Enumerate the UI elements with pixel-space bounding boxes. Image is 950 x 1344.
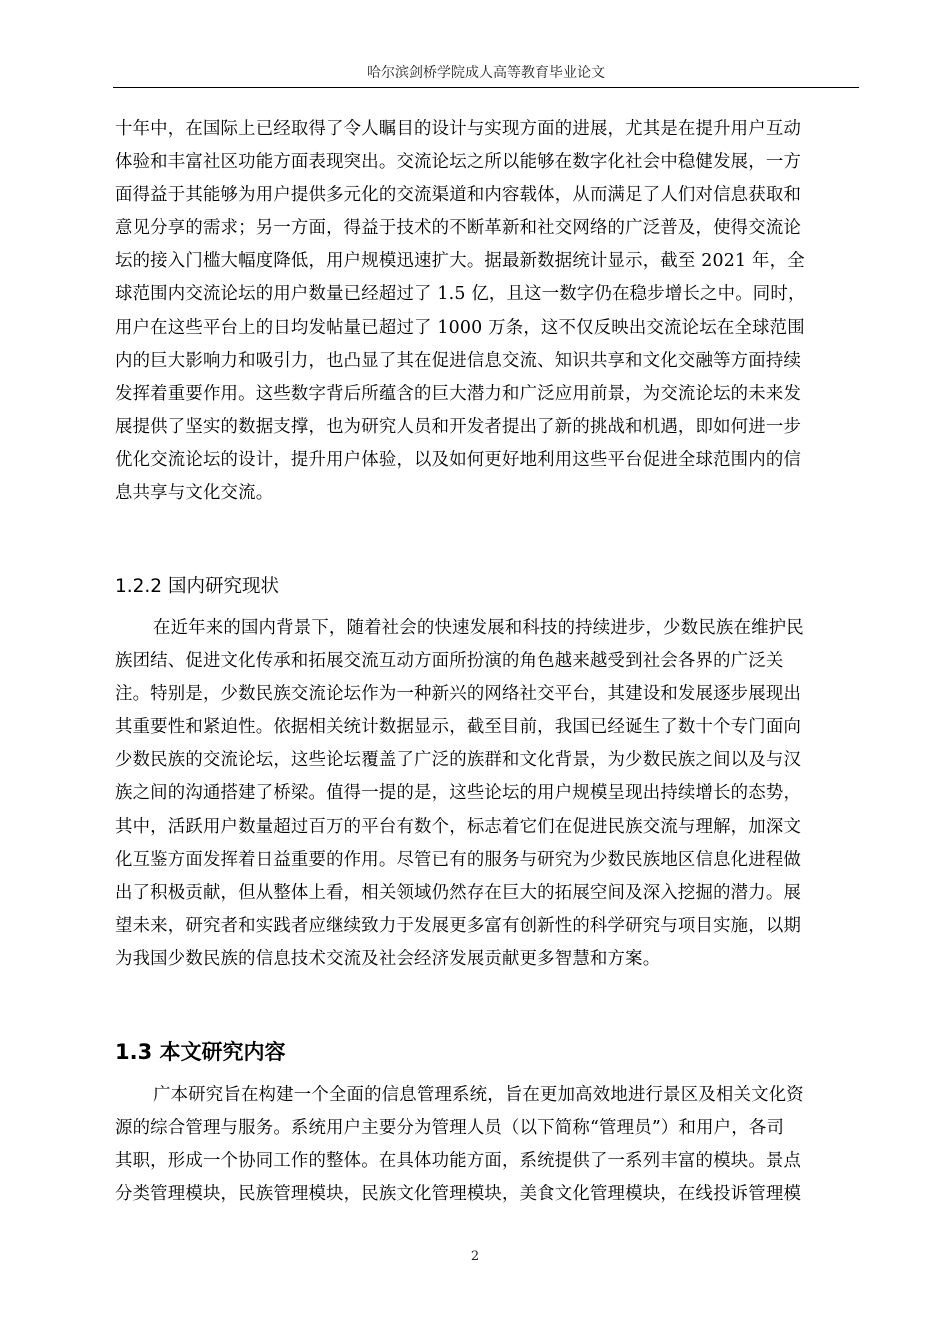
text-line: 十年中，在国际上已经取得了令人瞩目的设计与实现方面的进展，尤其是在提升用户互动 <box>115 119 802 139</box>
text-line: 发挥着重要作用。这些数字背后所蕴含的巨大潜力和广泛应用前景，为交流论坛的未来发 <box>115 383 802 404</box>
text-line: 注。特别是，少数民族交流论坛作为一种新兴的网络社交平台，其建设和发展逐步展现出 <box>115 684 802 705</box>
page-number: 2 <box>470 1249 480 1264</box>
text-line: 坛的接入门槛大幅度降低，用户规模迅速扩大。据最新数据统计显示，截至 2021 年，全 <box>115 251 805 272</box>
paragraph-research-content <box>115 1079 861 1211</box>
text-line: 内的巨大影响力和吸引力，也凸显了其在促进信息交流、知识共享和文化交融等方面持续 <box>115 350 802 371</box>
paragraph-continued <box>115 113 861 510</box>
text-line: 息共享与文化交流。 <box>115 483 274 504</box>
text-line: 优化交流论坛的设计，提升用户体验，以及如何更好地利用这些平台促进全球范围内的信 <box>115 449 802 470</box>
text-line: 在近年来的国内背景下，随着社会的快速发展和科技的持续进步，少数民族在维护民 <box>153 618 804 638</box>
text-line: 其中，活跃用户数量超过百万的平台有数个，标志着它们在促进民族交流与理解，加深文 <box>115 816 802 837</box>
text-line: 化互鉴方面发挥着日益重要的作用。尽管已有的服务与研究为少数民族地区信息化进程做 <box>115 849 802 870</box>
text-line: 族团结、促进文化传承和拓展交流互动方面所扮演的角色越来越受到社会各界的广泛关 <box>115 651 784 672</box>
paragraph-domestic-research <box>115 612 861 976</box>
text-line: 用户在这些平台上的日均发帖量已超过了 1000 万条，这不仅反映出交流论坛在全球范围 <box>115 317 805 338</box>
text-line: 球范围内交流论坛的用户数量已经超过了 1.5 亿，且这一数字仍在稳步增长之中。同时， <box>115 284 806 305</box>
text-line: 展提供了坚实的数据支撑，也为研究人员和开发者提出了新的挑战和机遇，即如何进一步 <box>115 416 802 437</box>
text-line: 分类管理模块，民族管理模块，民族文化管理模块，美食文化管理模块，在线投诉管理模 <box>115 1184 802 1205</box>
section-heading-1-2-2: 1.2.2 国内研究现状 <box>115 576 279 597</box>
text-line: 广本研究旨在构建一个全面的信息管理系统，旨在更加高效地进行景区及相关文化资 <box>153 1085 804 1105</box>
text-line: 其重要性和紧迫性。依据相关统计数据显示，截至目前，我国已经诞生了数十个专门面向 <box>115 717 802 738</box>
section-heading-1-3: 1.3 本文研究内容 <box>115 1040 286 1064</box>
text-line: 族之间的沟通搭建了桥梁。值得一提的是，这些论坛的用户规模呈现出持续增长的态势， <box>115 783 802 804</box>
running-header: 哈尔滨剑桥学院成人高等教育毕业论文 <box>367 65 605 81</box>
text-line: 望未来，研究者和实践者应继续致力于发展更多富有创新性的科学研究与项目实施，以期 <box>115 915 802 936</box>
text-line: 面得益于其能够为用户提供多元化的交流渠道和内容载体，从而满足了人们对信息获取和 <box>115 185 802 206</box>
text-line: 少数民族的交流论坛，这些论坛覆盖了广泛的族群和文化背景，为少数民族之间以及与汉 <box>115 750 802 771</box>
text-line: 源的综合管理与服务。系统用户主要分为管理人员（以下简称“管理员”）和用户，各司 <box>115 1118 785 1139</box>
text-line: 其职，形成一个协同工作的整体。在具体功能方面，系统提供了一系列丰富的模块。景点 <box>115 1151 802 1172</box>
text-line: 为我国少数民族的信息技术交流及社会经济发展贡献更多智慧和方案。 <box>115 948 661 969</box>
text-line: 意见分享的需求；另一方面，得益于技术的不断革新和社交网络的广泛普及，使得交流论 <box>115 218 802 239</box>
text-line: 体验和丰富社区功能方面表现突出。交流论坛之所以能够在数字化社会中稳健发展，一方 <box>115 152 802 173</box>
text-line: 出了积极贡献，但从整体上看，相关领域仍然存在巨大的拓展空间及深入挖掘的潜力。展 <box>115 882 802 903</box>
header-rule <box>113 87 859 88</box>
